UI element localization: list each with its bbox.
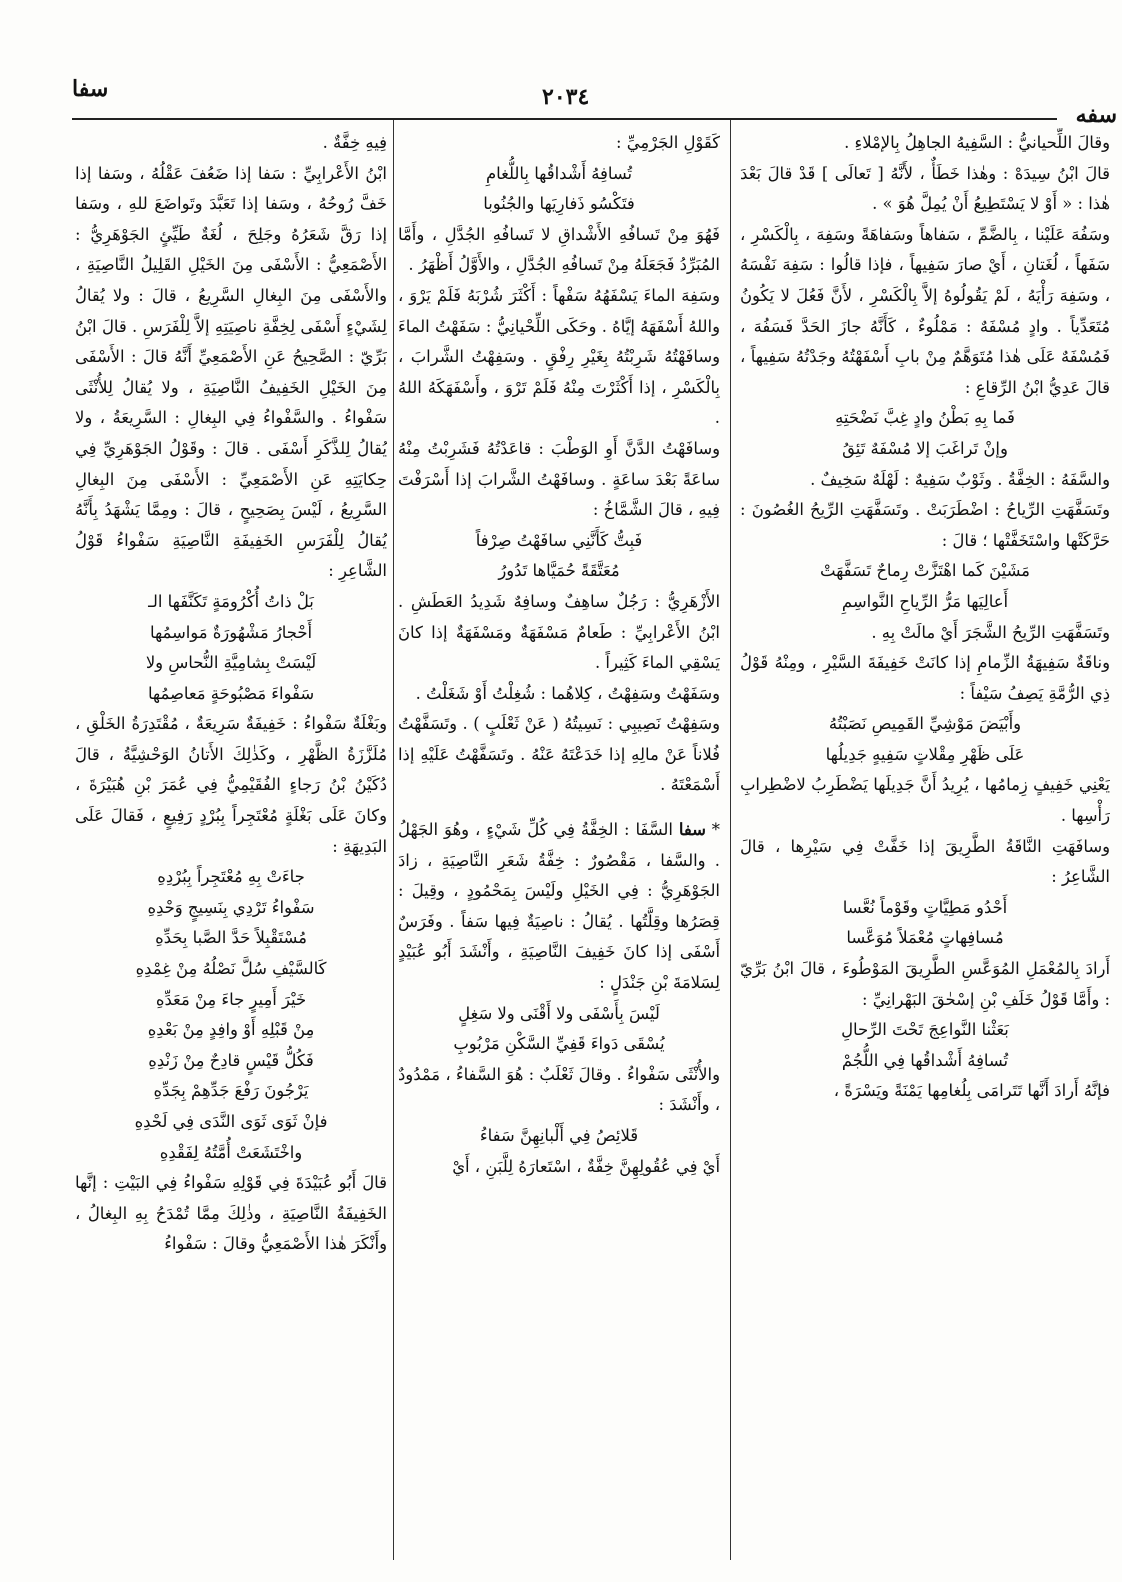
- paragraph: والأُنْثَى سَفْواءُ . وقالَ ثَعْلَبٌ : هُوَ السَّفاءُ ، مَمْدُودٌ ، وأَنْشَدَ :: [398, 1064, 720, 1115]
- paragraph: وتَسَفَّهَتِ الرِّياحُ : اضْطَرَبَتْ . وتَسَفَّهَتِ الرِّيحُ الغُصُونَ : حَرَّكَتْها واسْتَخَفَّتْها ؛ قالَ :: [740, 500, 1110, 550]
- verse-line: مُعَتَّقَةً حُمَيَّاها تَدُورُ: [498, 561, 620, 581]
- paragraph: أَرادَ بِالمُعْمَلِ المُوَعَّسِ الطَّرِيقَ المَوْطُوءَ ، قالَ ابْنُ بَرِّيّ : وأَمَّا قَوْلُ خَلَفِ بْنِ إسْحٰقَ البَهْرانِيِّ :: [740, 959, 1110, 1009]
- paragraph: وسافَهْتُ الدَّنَّ أَوِ الوَطْبَ : قاعَدْتُهُ فَشَرِبْتُ مِنْهُ ساعَةً بَعْدَ ساعَةٍ . وسافَهْتُ الشَّرابَ إذا أَسْرَفْتَ فِيهِ ، قالَ الشَّمَّاخُ :: [398, 438, 720, 520]
- verse-line: خَيْرَ أَمِيرٍ جاءَ مِنْ مَعَدِّهِ: [155, 989, 307, 1009]
- verse-line: فَبِتُّ كَأَنَّنِي سافَهْتُ صِرْفاً: [475, 530, 643, 550]
- verse-line: عَلَى ظَهْرِ مِقْلاتٍ سَفِيهٍ جَدِيلُها: [825, 744, 1025, 764]
- verse-line: مُسْتَقْبِلاً حَدَّ الصَّبا بِحَدِّهِ: [155, 928, 307, 948]
- verse-line: واخْتَشَعَتْ أُمَّتُهُ لِفَقْدِهِ: [159, 1142, 303, 1162]
- verse-line: أَحْجارُ مَشْهُورَةٌ مَواسِمُها: [149, 622, 313, 642]
- paragraph: وقالَ اللِّحيانيُّ : السَّفِيهُ الجاهِلُ بِالإمْلاءِ .: [844, 133, 1110, 152]
- verse-line: جاءَتْ بِهِ مُعْتَجِراً بِبُرْدِهِ: [157, 867, 305, 887]
- paragraph: وتَسَفَّهَتِ الرِّيحُ الشَّجَرَ أَيْ مالَتْ بِهِ .: [871, 622, 1110, 642]
- verse-line: تُسافِهُ أَشْداقُها فِي اللُّجُمْ: [841, 1050, 1009, 1070]
- verse-line: أَحْدُو مَطِيَّاتٍ وقَوْماً نُعَّسا: [842, 897, 1008, 917]
- paragraph: قالَ أَبُو عُبَيْدَةَ فِي قَوْلِهِ سَفْواءُ فِي البَيْتِ : إنَّها الخَفِيفَةُ النَّاصِيَةِ ، وذٰلِكَ مِمَّا تُمْدَحُ بِهِ البِغالُ ، وأَنْكَرَ هٰذا الأَصْمَعِيُّ وقالَ : سَفْواءُ: [75, 1173, 387, 1254]
- verse-line: يَرْجُونَ رَفْعَ جَدِّهِمْ بِجَدِّهِ: [153, 1081, 309, 1101]
- column-divider-left: [393, 120, 394, 1560]
- entry-paragraph: * سفا السَّفَا : الخِفَّةُ فِي كُلِّ شَيْءٍ ، وهُوَ الجَهْلُ . والسَّفا ، مَقْصُورٌ : خِفَّةُ شَعَرِ النَّاصِيَةِ ، زادَ الجَوْهَرِيُّ : فِي الخَيْلِ ولَيْسَ بِمَحْمُودٍ ، وقِيلَ : قِصَرُها وقِلَّتُها . يُقالُ : ناصِيَةٌ فِيها سَفاً . وفَرَسٌ أَسْفَى إذا كانَ خَفِيفَ النَّاصِيَةِ ، وأَنْشَدَ أَبُو عُبَيْدٍ لِسَلامَةَ بْنِ جَنْدَلٍ :: [398, 820, 720, 993]
- verse-line: كَالسَّيْفِ سُلَّ نَصْلُهُ مِنْ غِمْدِهِ: [135, 959, 327, 979]
- verse-line: وأَبْيَضَ مَوْشِيِّ القَمِيصِ نَصَبْتُهُ: [828, 714, 1022, 734]
- verse-line: وإنْ تَراغَبَ إلا مُسْفَهٌ تَئِقُ: [842, 438, 1008, 458]
- verse-line: يُسْقَى دَواءَ قَفِيِّ السَّكْنِ مَرْبُوبِ: [453, 1034, 665, 1054]
- paragraph: ابْنُ الأَعْرابِيِّ : سَفا إذا ضَعُفَ عَقْلُهُ ، وسَفا إذا خَفَّ رُوحُهُ ، وسَفا إذا تَعَبَّدَ وتَواضَعَ للهِ ، وسَفا إذا رَقَّ شَعَرُهُ وجَلِحَ ، لُغَةٌ طَيِّئٍ الجَوْهَرِيُّ : الأَصْمَعِيُّ : الأَسْفَى مِنَ الخَيْلِ القَلِيلُ النَّاصِيَةِ ، والأَسْفَى مِنَ البِغالِ السَّرِيعُ ، قالَ : ولا يُقالُ لِشَيْءٍ أَسْفَى لِخِفَّةِ ناصِيَتِهِ إلاَّ لِلْفَرَسِ . قالَ ابْنُ بَرِّيّ : الصَّحِيحُ عَنِ الأَصْمَعِيِّ أَنَّهُ قالَ : الأَسْفَى مِنَ الخَيْلِ الخَفِيفُ النَّاصِيَةِ ، ولا يُقالُ لِلأُنْثَى سَفْواءُ . والسَّفْواءُ فِي البِغالِ : السَّرِيعَةُ ، ولا يُقالُ لِلذَّكَرِ أَسْفَى . قالَ : وقَوْلُ الجَوْهَرِيِّ فِي حِكايَتِهِ عَنِ الأَصْمَعِيِّ : الأَسْفَى مِنَ البِغالِ السَّرِيعُ ، لَيْسَ بِصَحِيحٍ ، قالَ : ومِمَّا يَشْهَدُ بِأَنَّهُ يُقالُ لِلْفَرَسِ الخَفِيفَةِ النَّاصِيَةِ سَفْواءُ قَوْلُ الشَّاعِرِ :: [75, 163, 387, 581]
- verse-line: فتَكْسُو ذَفارِيَها والجُنُوبا: [483, 194, 635, 214]
- paragraph: فإنَّهُ أَرادَ أَنَّها تَتَرامَى بِلُغامِها يَمْنَةً ويَسْرَةً ،: [833, 1081, 1110, 1101]
- verse-line: لَيْسَتْ بِشامِيَّةِ النُّحاسِ ولا: [145, 653, 317, 673]
- paragraph: وسَفُهَ عَلَيْنا ، بِالضَّمِّ ، سَفاهاً وسَفاهَةً وسَفِهَ ، بِالْكَسْرِ ، سَفَهاً ، لُغَتانِ ، أَيْ صارَ سَفِيهاً ، فإذا قالُوا : سَفِهَ نَفْسَهُ ، وسَفِهَ رَأْيَهُ ، لَمْ يَقُولُوهُ إلاَّ بِالْكَسْرِ ، لأَنَّ فَعُلَ لا يَكُونُ مُتَعَدِّياً . وادٍ مُسْفَهٌ : مَمْلُوءٌ ، كَأَنَّهُ جازَ الحَدَّ فَسَفُهَ ، فَمُسْفَهٌ عَلَى هٰذا مُتَوَهَّمٌ مِنْ بابِ أَسْفَهْتُهُ وجَدْتُهُ سَفِيهاً ، قالَ عَدِيُّ ابْنُ الرِّقاعِ :: [740, 224, 1110, 397]
- page-number: ٢٠٣٤: [542, 84, 590, 110]
- paragraph: فِيهِ خِفَّةٌ .: [322, 133, 387, 152]
- column-right: [740, 128, 1110, 1558]
- paragraph: الأَزْهَرِيُّ : رَجُلٌ ساهِفٌ وسافِهٌ شَدِيدُ العَطَشِ . ابْنُ الأَعْرابِيِّ : طَعامٌ مَسْفَهَةٌ ومَسْفَهَةٌ إذا كانَ يَسْقِي الماءَ كَثِيراً .: [398, 591, 720, 673]
- verse-line: فَكُلُّ قَيْسٍ قادِحٌ مِنْ زَنْدِهِ: [148, 1050, 314, 1070]
- column-left: [75, 128, 387, 1558]
- paragraph: أَيْ فِي عُقُولِهِنَّ خِفَّةٌ ، اسْتَعارَهُ لِلَّبَنِ ، أَيْ: [452, 1156, 720, 1176]
- paragraph: والسَّفَهُ : الخِفَّةُ . وثَوْبٌ سَفِيهٌ : لَهْلَهٌ سَخِيفٌ .: [810, 469, 1110, 489]
- verse-line: سَفْواءُ تَرْدِي بِنَسِيجٍ وَحْدِهِ: [147, 897, 315, 917]
- paragraph: وسافَهَتِ النَّاقَةُ الطَّرِيقَ إذا خَفَّتْ فِي سَيْرِها ، قالَ الشَّاعِرُ :: [740, 836, 1110, 887]
- entry-headword: سفا: [678, 820, 706, 840]
- verse-line: فَما بِهِ بَطْنُ وادٍ غِبَّ نَضْحَتِهِ: [835, 408, 1015, 428]
- paragraph: وناقَةٌ سَفِيهَةُ الزِّمامِ إذا كانَتْ خَفِيفَةَ السَّيْرِ ، ومِنْهُ قَوْلُ ذِي الرُّمَّةِ يَصِفُ سَيْفاً :: [740, 653, 1110, 703]
- paragraph: وسَفَهْتُ وسَفِهْتُ ، كِلاهُما : شُغِلْتُ أَوْ شَغَلْتُ .: [415, 683, 720, 703]
- paragraph: قالَ ابْنُ سِيدَهْ : وهٰذا خَطَأٌ ، لأَنَّهُ [ تَعالَى ] قَدْ قالَ بَعْدَ هٰذا : « أَوْ لا يَسْتَطِيعُ أَنْ يُمِلَّ هُوَ » .: [740, 163, 1110, 214]
- verse-line: فإنْ ثَوَى ثَوَى النَّدَى فِي لَحْدِهِ: [134, 1112, 328, 1131]
- paragraph: يَعْنِي خَفِيفٍ زِمامُها ، يُرِيدُ أَنَّ جَدِيلَها يَضْطَرِبُ لاضْطِرابِ رَأْسِها .: [740, 775, 1110, 826]
- verse-line: بَلْ ذاتُ أُكْرُومَةٍ تَكَنَّفَها الـ: [148, 591, 314, 611]
- column-divider-right: [730, 120, 731, 1560]
- header-rule: [72, 118, 1057, 120]
- paragraph: كَقَوْلِ الجَرْمِيِّ :: [615, 133, 720, 152]
- verse-line: أَعالِيَها مَرُّ الرِّياحِ النَّواسِمِ: [841, 591, 1009, 611]
- paragraph: وبَغْلَةٌ سَفْواءُ : خَفِيفَةٌ سَرِيعَةٌ ، مُقْتَدِرَةُ الخَلْقِ ، مُلَزَّزَةُ الظَّهْرِ ، وكَذٰلِكَ الأَتانُ الوَحْشِيَّةُ ، قالَ دُكَيْنُ بْنُ رَجاءٍ الفُقَيْمِيُّ فِي عُمَرَ بْنِ هُبَيْرَةَ ، وكانَ عَلَى بَغْلَةٍ مُعْتَجِراً بِبُرْدٍ رَفِيعٍ ، فَقالَ عَلَى البَدِيهَةِ :: [75, 714, 387, 856]
- paragraph: فَهُوَ مِنْ تَسافُهِ الأَشْداقِ لا تَسافُهِ الجُدَّلِ ، وأَمَّا المُبَرِّدُ فَجَعَلَهُ مِنْ تَسافُهِ الجُدَّلِ ، والأَوَّلُ أَظْهَرُ .: [398, 224, 720, 275]
- verse-line: مِنْ قَبْلِهِ أَوْ وافِدٍ مِنْ بَعْدِهِ: [147, 1020, 315, 1040]
- paragraph: وسَفِهْتُ نَصِيبِي : نَسِيتُهُ ( عَنْ ثَعْلَبٍ ) . وتَسَفَّهْتُ فُلاناً عَنْ مالِهِ إذا خَدَعْتَهُ عَنْهُ . وتَسَفَّهْتُ عَلَيْهِ إذا أَسْمَعْتَهُ .: [398, 714, 720, 795]
- header-right-headword: سفه: [1075, 102, 1117, 128]
- page-header: [72, 70, 1117, 128]
- verse-line: مَشَيْنَ كَما اهْتَزَّتْ رِماحٌ تَسَفَّهَتْ: [820, 561, 1030, 581]
- verse-line: سَفْواءَ مَصْبُوحَةٍ مَعاصِمُها: [147, 683, 315, 703]
- entry-text: السَّفَا : الخِفَّةُ فِي كُلِّ شَيْءٍ ، وهُوَ الجَهْلُ . والسَّفا ، مَقْصُورٌ : خِفَّةُ شَعَرِ النَّاصِيَةِ ، زادَ الجَوْهَرِيُّ : فِي الخَيْلِ ولَيْسَ بِمَحْمُودٍ ، وقِيلَ : قِصَرُها وقِلَّتُها . يُقالُ : ناصِيَةٌ فِيها سَفاً . وفَرَسٌ أَسْفَى إذا كانَ خَفِيفَ النَّاصِيَةِ ، وأَنْشَدَ أَبُو عُبَيْدٍ لِسَلامَةَ بْنِ جَنْدَلٍ :: [398, 820, 720, 993]
- verse-line: بَعَثْنا النَّواعِجَ تَحْتَ الرِّحالِ: [841, 1020, 1009, 1040]
- paragraph: وسَفِهَ الماءَ يَسْفَهُهُ سَفْهاً : أَكْثَرَ شُرْبَهُ فَلَمْ يَرْوَ ، واللهُ أَسْفَهَهُ إيَّاهُ . وحَكَى اللِّحْيانِيُّ : سَفَهْتُ الماءَ وسافَهْتُهُ شَرِبْتُهُ بِغَيْرِ رِفْقٍ . وسَفِهْتُ الشَّرابَ ، بِالْكَسْرِ ، إذا أَكْثَرْتَ مِنْهُ فَلَمْ تَرْوَ ، وأَسْفَهَكَهُ اللهُ .: [398, 285, 720, 428]
- verse-line: قَلائِصُ فِي أَلْبانِهِنَّ سَفاءُ: [479, 1126, 639, 1145]
- column-middle: [398, 128, 720, 1558]
- verse-line: لَيْسَ بِأَسْفَى ولا أَقْنَى ولا سَغِلٍ: [458, 1003, 660, 1023]
- verse-line: مُسافِهاتٍ مُعْمَلاً مُوَعَّسا: [846, 928, 1004, 948]
- header-left-headword: سفا: [72, 76, 109, 102]
- verse-line: تُسافِهُ أَشْداقُها بِاللُّغامِ: [485, 163, 633, 183]
